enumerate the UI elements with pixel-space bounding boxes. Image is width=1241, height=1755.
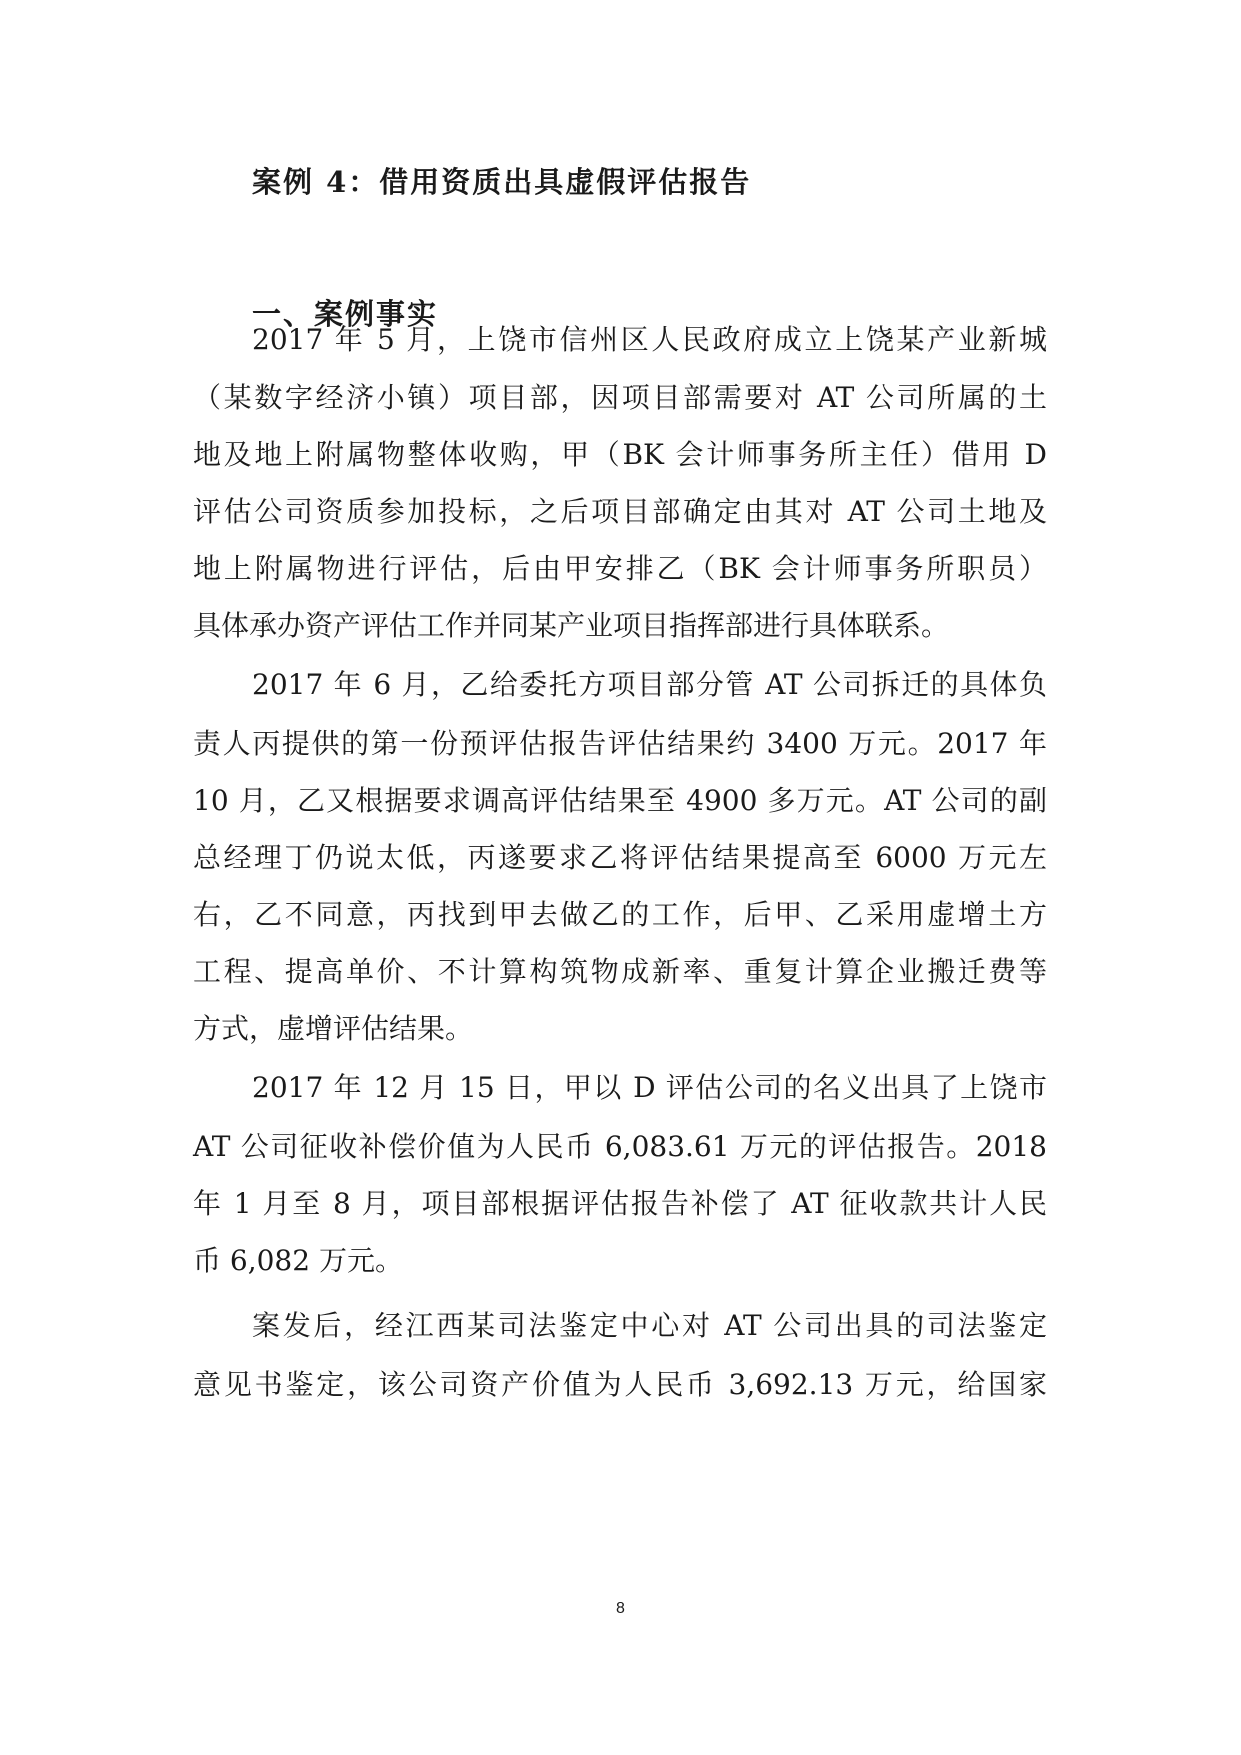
paragraph-1-line-5: 地上附属物进行评估，后由甲安排乙（BK 会计师事务所职员） [193, 552, 1047, 585]
paragraph-2-line-6: 工程、提高单价、不计算构筑物成新率、重复计算企业搬迁费等 [193, 955, 1047, 988]
paragraph-1-line-2: （某数字经济小镇）项目部，因项目部需要对 AT 公司所属的土 [193, 381, 1047, 414]
paragraph-1-line-4: 评估公司资质参加投标，之后项目部确定由其对 AT 公司土地及 [193, 495, 1047, 528]
paragraph-2-line-5: 右，乙不同意，丙找到甲去做乙的工作，后甲、乙采用虚增土方 [193, 898, 1047, 931]
paragraph-4-line-2: 意见书鉴定，该公司资产价值为人民币 3,692.13 万元，给国家 [193, 1368, 1047, 1401]
paragraph-2-line-1: 2017 年 6 月，乙给委托方项目部分管 AT 公司拆迁的具体负 [252, 668, 1047, 701]
paragraph-1-line-6: 具体承办资产评估工作并同某产业项目指挥部进行具体联系。 [193, 609, 950, 642]
paragraph-2-line-3: 10 月，乙又根据要求调高评估结果至 4900 多万元。AT 公司的副 [193, 784, 1047, 817]
paragraph-3-line-4: 币 6,082 万元。 [193, 1244, 403, 1277]
paragraph-2-line-4: 总经理丁仍说太低，丙遂要求乙将评估结果提高至 6000 万元左 [193, 841, 1047, 874]
paragraph-4-line-1: 案发后，经江西某司法鉴定中心对 AT 公司出具的司法鉴定 [252, 1309, 1047, 1342]
section-heading: 一、案例事实 [252, 297, 439, 331]
paragraph-3-line-3: 年 1 月至 8 月，项目部根据评估报告补偿了 AT 征收款共计人民 [193, 1187, 1047, 1220]
paragraph-1-line-1: 2017 年 5 月，上饶市信州区人民政府成立上饶某产业新城 [252, 323, 1047, 356]
paragraph-2-line-2: 责人丙提供的第一份预评估报告评估结果约 3400 万元。2017 年 [193, 727, 1047, 760]
paragraph-3-line-1: 2017 年 12 月 15 日，甲以 D 评估公司的名义出具了上饶市 [252, 1071, 1047, 1104]
case-title: 案例 4：借用资质出具虚假评估报告 [252, 165, 752, 199]
page-number: 8 [616, 1600, 625, 1617]
paragraph-1-line-3: 地及地上附属物整体收购，甲（BK 会计师事务所主任）借用 D [193, 438, 1047, 471]
paragraph-2-line-7: 方式，虚增评估结果。 [193, 1012, 474, 1045]
paragraph-3-line-2: AT 公司征收补偿价值为人民币 6,083.61 万元的评估报告。2018 [193, 1130, 1047, 1163]
